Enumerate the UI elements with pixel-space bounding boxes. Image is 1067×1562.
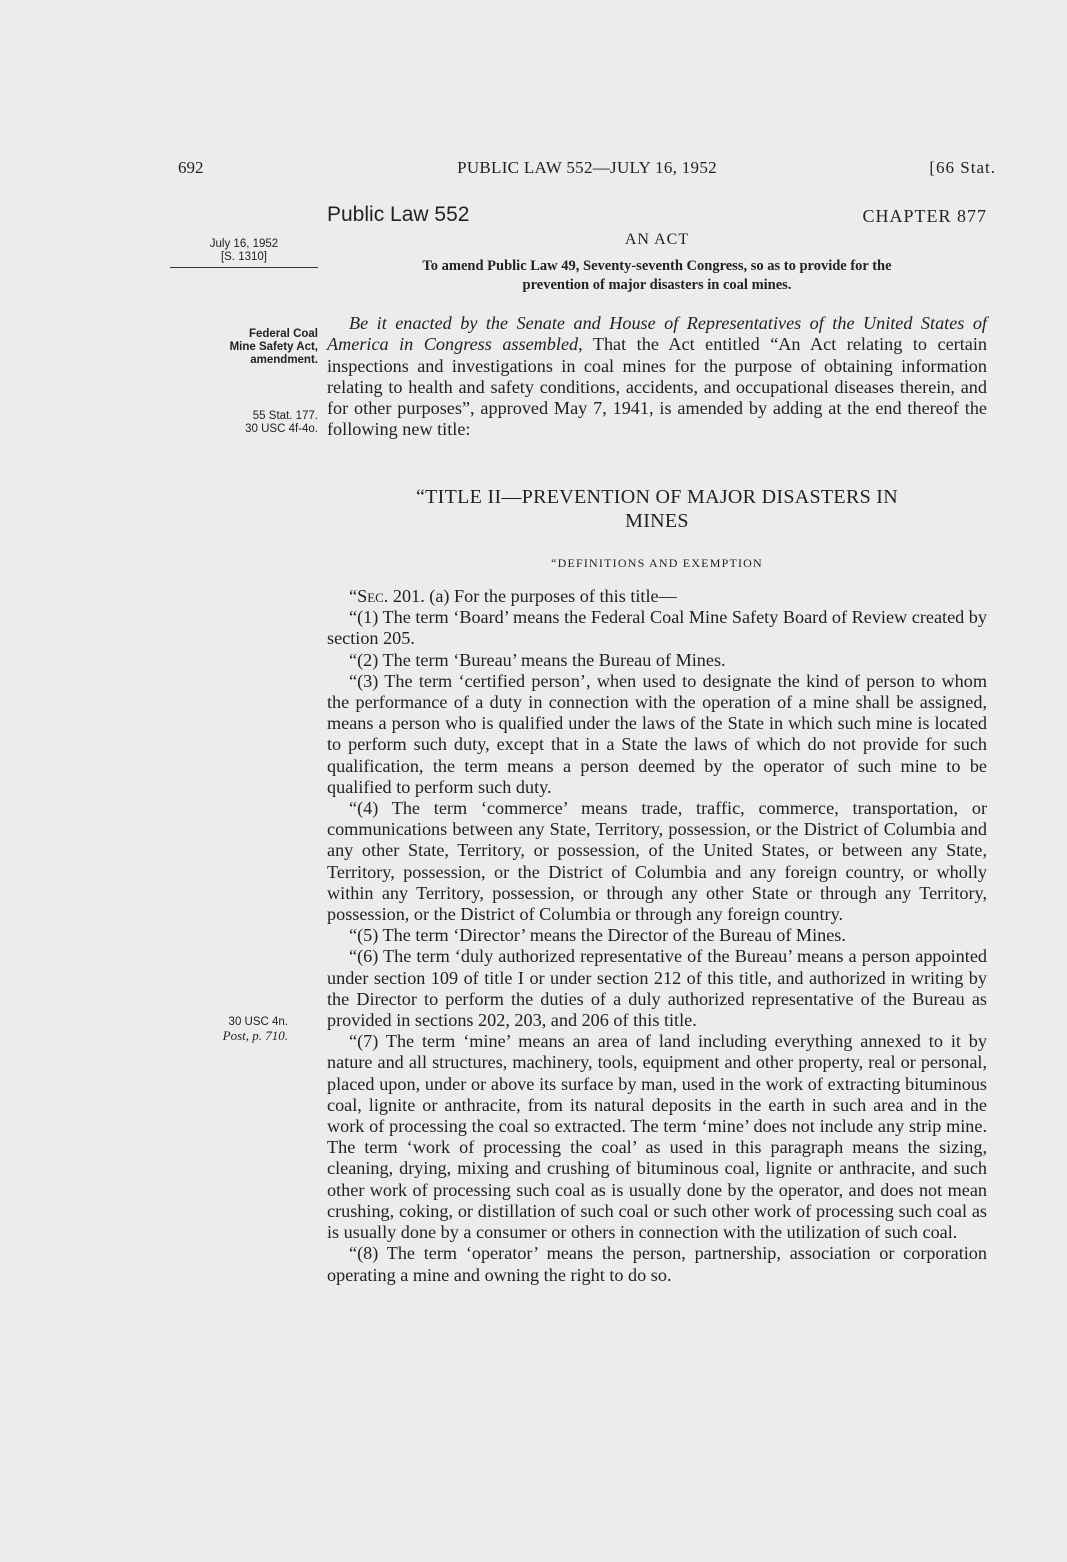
margin-rule	[170, 267, 318, 268]
margin-subject-line: Federal Coal	[248, 328, 318, 340]
title-heading-line: MINES	[625, 510, 689, 532]
definition-paragraph: “(4) The term ‘commerce’ means trade, traffic, commerce, transportation, or communications between any State, Territory, possession, or the District of Columbia and any other State, Territory, or possession, of the United States, or between any State, Territory, possession, or the District of Columbia and any foreign country, or wholly within any Territory, possession, or through any other State or through any Territory, possession, or the District of Columbia or through any foreign country.	[327, 798, 987, 925]
margin-note-citation	[170, 410, 318, 436]
margin-date: July 16, 1952	[209, 238, 279, 250]
title-heading	[327, 485, 987, 533]
public-law-number: Public Law 552	[327, 203, 470, 226]
running-title: PUBLIC LAW 552—JULY 16, 1952	[457, 158, 717, 177]
definition-paragraph: “(3) The term ‘certified person’, when used to designate the kind of person to whom the performance of a duty in connection with the operation of a mine shall be assigned, means a person who is qualified under the laws of the State in which such mine is located to perform such duty, except that in a State the laws of which do not provide for such qualification, the term means a person deemed by the operator of such mine to be qualified to perform such duty.	[327, 670, 987, 797]
definition-paragraph: “(7) The term ‘mine’ means an area of land including everything annexed to it by nature and all structures, machinery, tools, equipment and other property, real or personal, placed upon, under or above its surface by man, used in the work of extracting bituminous coal, lignite or anthracite, from its natural deposits in the earth in such area and in the work of processing the coal so extracted. The term ‘mine’ does not include any strip mine. The term ‘work of processing the coal’ as used in this paragraph means the sizing, cleaning, drying, mixing and crushing of bituminous coal, lignite or anthracite, and such other work of processing such coal as is usually done by the operator, and does not mean crushing, coking, or distillation of such coal or such other work of processing such coal as is usually done by a consumer or others in connection with the utilization of such coal.	[327, 1031, 987, 1243]
enacting-formula: Be it enacted by the Senate and House of Representatives of the United States of America in Congress assembled,	[327, 313, 987, 355]
margin-citation: 30 USC 4f-4o.	[245, 423, 318, 435]
enacting-clause	[327, 313, 987, 441]
an-act-label: AN ACT	[624, 231, 690, 248]
section-intro-text: 201. (a) For the purposes of this title—	[388, 586, 677, 606]
definition-paragraph: “(6) The term ‘duly authorized representative of the Bureau’ means a person appointed under section 109 of title I or under section 212 of this title, and authorized in writing by the Director to perform the duties of a duly authorized representative of the Bureau as provided in sections 202, 203, and 206 of this title.	[327, 946, 987, 1031]
title-heading-line: “TITLE II—PREVENTION OF MAJOR DISASTERS IN	[415, 486, 899, 508]
page-header	[178, 158, 996, 182]
law-heading	[327, 203, 987, 231]
section-intro	[327, 586, 987, 607]
margin-citation: 30 USC 4n.	[228, 1016, 288, 1028]
volume-reference: [66 Stat.	[929, 158, 996, 177]
definition-paragraph: “(8) The term ‘operator’ means the person, partnership, association or corporation operating a mine and owning the right to do so.	[327, 1243, 987, 1285]
margin-subject-line: amendment.	[250, 354, 318, 366]
act-purpose	[327, 257, 987, 295]
definition-paragraph: “(5) The term ‘Director’ means the Director of the Bureau of Mines.	[349, 925, 846, 946]
page-number: 692	[178, 158, 204, 177]
margin-citation: Post, p. 710.	[222, 1028, 288, 1043]
margin-bill: [S. 1310]	[220, 251, 268, 263]
definitions	[327, 586, 987, 1286]
margin-note-date	[170, 238, 318, 268]
definition-paragraph: “(2) The term ‘Bureau’ means the Bureau of Mines.	[349, 649, 726, 670]
purpose-line-1: To amend Public Law 49, Seventy-seventh Congress, so as to provide for the	[422, 258, 892, 274]
enacting-text: That the Act entitled “An Act relating to certain inspections and investigations in coal mines for the purpose of obtaining information relating to health and safety conditions, accidents, and occupational diseases therein, and for other purposes”, approved May 7, 1941, is amended by adding at the end thereof the following new title:	[327, 334, 987, 440]
purpose-line-2: prevention of major disasters in coal mines.	[522, 277, 792, 293]
definition-paragraph: “(1) The term ‘Board’ means the Federal Coal Mine Safety Board of Review created by section 205.	[327, 607, 987, 649]
margin-note-citation-2	[170, 1016, 288, 1042]
margin-citation: 55 Stat. 177.	[252, 410, 318, 422]
section-heading: “DEFINITIONS AND EXEMPTION	[551, 556, 763, 570]
chapter-number: CHAPTER 877	[862, 206, 987, 226]
margin-note-subject	[170, 328, 318, 367]
margin-subject-line: Mine Safety Act,	[229, 341, 318, 353]
section-label: “Sec.	[349, 586, 389, 606]
